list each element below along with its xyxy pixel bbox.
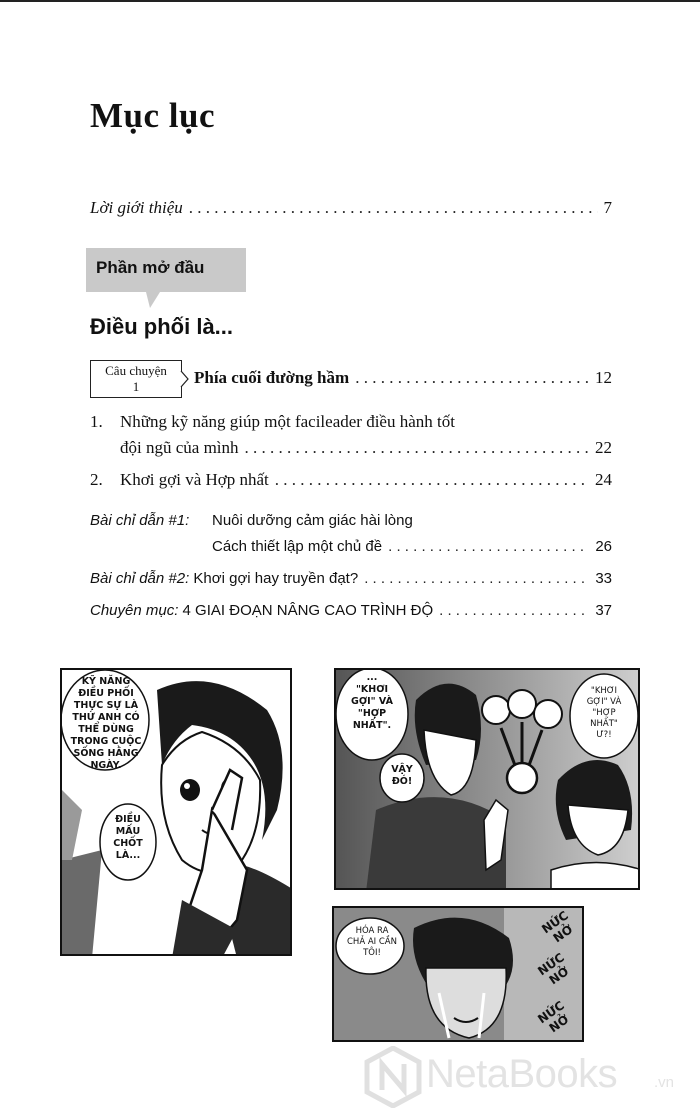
manga-panel-1: [60, 668, 292, 956]
toc-entry-1-line1[interactable]: [90, 412, 455, 432]
toc-label: Khơi gợi hay truyền đạt?: [193, 570, 359, 587]
toc-column[interactable]: [90, 602, 612, 619]
speech-bubble-1: [64, 676, 148, 772]
toc-label: Khơi gợi và Hợp nhất: [120, 470, 269, 489]
story-box-number: 1: [132, 379, 140, 394]
sfx-sob-2: NỨC NỞ: [535, 950, 572, 988]
bubble-line: ĐIỀU: [115, 814, 141, 825]
watermark-suffix: .vn: [654, 1074, 675, 1091]
watermark-logo: [364, 1046, 694, 1110]
dot-leader: [189, 198, 598, 218]
bubble-line: THỰC SỰ LÀ: [73, 700, 139, 711]
toc-page-number: 12: [595, 368, 612, 387]
guide-label: Bài chỉ dẫn #1:: [90, 512, 190, 529]
toc-item-number: 1.: [90, 412, 103, 431]
dot-leader: [439, 602, 589, 619]
bubble-line: Ư?!: [596, 730, 612, 740]
dot-leader: [355, 368, 589, 388]
bubble-line: KỸ NĂNG: [81, 676, 131, 687]
part-badge: [86, 248, 246, 308]
dot-leader: [388, 538, 589, 555]
bubble-line: "KHƠI: [590, 686, 618, 696]
bubble-line: GỢI" VÀ: [351, 696, 393, 707]
column-label: Chuyên mục:: [90, 602, 179, 619]
chevron-right-icon: [180, 370, 190, 388]
guide-label: Bài chỉ dẫn #2:: [90, 570, 190, 587]
toc-entry-story-1[interactable]: [194, 368, 612, 388]
bubble-line: LÀ...: [115, 850, 141, 861]
part-badge-label: Phần mở đầu: [96, 258, 205, 277]
dot-leader: [245, 438, 589, 458]
toc-label: Lời giới thiệu: [90, 198, 183, 217]
toc-entry-2[interactable]: [90, 470, 612, 490]
toc-guide-1-line1[interactable]: [90, 512, 413, 529]
toc-item-number: 2.: [90, 470, 103, 489]
bubble-line: "HỢP: [592, 708, 616, 718]
bubble-line: VẬY: [391, 764, 413, 775]
toc-label-cont: Cách thiết lập một chủ đề: [212, 538, 383, 555]
bubble-line: "KHƠI: [355, 684, 389, 695]
section-title: Điều phối là...: [90, 314, 234, 339]
bubble-line: THỨ ANH CÓ: [72, 712, 140, 723]
story-box-label: Câu chuyện: [105, 363, 167, 378]
bubble-line: TÔI!: [363, 948, 381, 958]
bubble-line: HÓA RA: [355, 926, 389, 936]
toc-page-number: 7: [603, 198, 612, 217]
manga-panel-2: [334, 668, 640, 890]
sfx-sob-3: NỨC NỞ: [535, 998, 572, 1036]
speech-bubble-4: [382, 764, 422, 788]
bubble-line: ĐIỀU PHỐI: [78, 688, 134, 699]
toc-label-wrap: [90, 470, 269, 490]
toc-label-cont: đội ngũ của mình: [120, 438, 239, 457]
toc-label-wrap: [90, 570, 358, 587]
manga-panel-3: [332, 906, 584, 1042]
watermark-brand: NetaBooks: [426, 1052, 618, 1096]
bubble-line: NGÀY.: [90, 760, 122, 771]
story-box: [90, 360, 182, 398]
bubble-line: ĐÓ!: [391, 776, 413, 787]
dot-leader: [364, 570, 589, 587]
toc-guide-1-line2[interactable]: [212, 538, 612, 555]
bubble-line: NHẤT": [590, 719, 618, 729]
speech-bubble-5: [574, 686, 634, 741]
toc-page-number: 37: [595, 602, 612, 619]
bubble-line: CHỐT: [113, 838, 143, 849]
top-rule: [0, 0, 700, 2]
bubble-line: "HỢP: [357, 708, 387, 719]
toc-entry-1-line2[interactable]: [120, 438, 612, 458]
bubble-line: MẤU: [115, 826, 141, 837]
toc-page-number: 24: [595, 470, 612, 489]
toc-page-number: 26: [595, 538, 612, 555]
toc-label: Những kỹ năng giúp một facileader điều hành tốt: [120, 412, 455, 431]
bubble-line: GỢI" VÀ: [586, 697, 622, 707]
bubble-line: SỐNG HẰNG: [73, 748, 139, 759]
toc-label: Phía cuối đường hầm: [194, 368, 350, 387]
dot-leader: [275, 470, 589, 490]
bubble-line: THỂ DÙNG: [78, 724, 134, 735]
toc-page-number: 33: [595, 570, 612, 587]
speech-bubble-6: [340, 926, 404, 959]
bubble-line: NHẤT".: [352, 720, 392, 731]
toc-label: Nuôi dưỡng cảm giác hài lòng: [212, 512, 413, 529]
speech-bubble-3: [340, 672, 404, 732]
sfx-sob-1: NỨC NỞ: [539, 908, 576, 946]
bubble-line: TRONG CUỘC: [70, 736, 142, 747]
page-title: Mục lục: [90, 96, 216, 135]
bubble-line: ...: [366, 672, 378, 683]
toc-entry-intro[interactable]: [90, 198, 612, 218]
hexagon-n-icon: [364, 1046, 422, 1108]
toc-label-wrap: [90, 602, 433, 619]
toc-guide-2[interactable]: [90, 570, 612, 587]
toc-page-number: 22: [595, 438, 612, 457]
toc-label: 4 GIAI ĐOẠN NÂNG CAO TRÌNH ĐỘ: [182, 602, 434, 619]
speech-bubble-2: [106, 814, 150, 862]
bubble-line: CHẢ AI CẦN: [347, 937, 397, 947]
